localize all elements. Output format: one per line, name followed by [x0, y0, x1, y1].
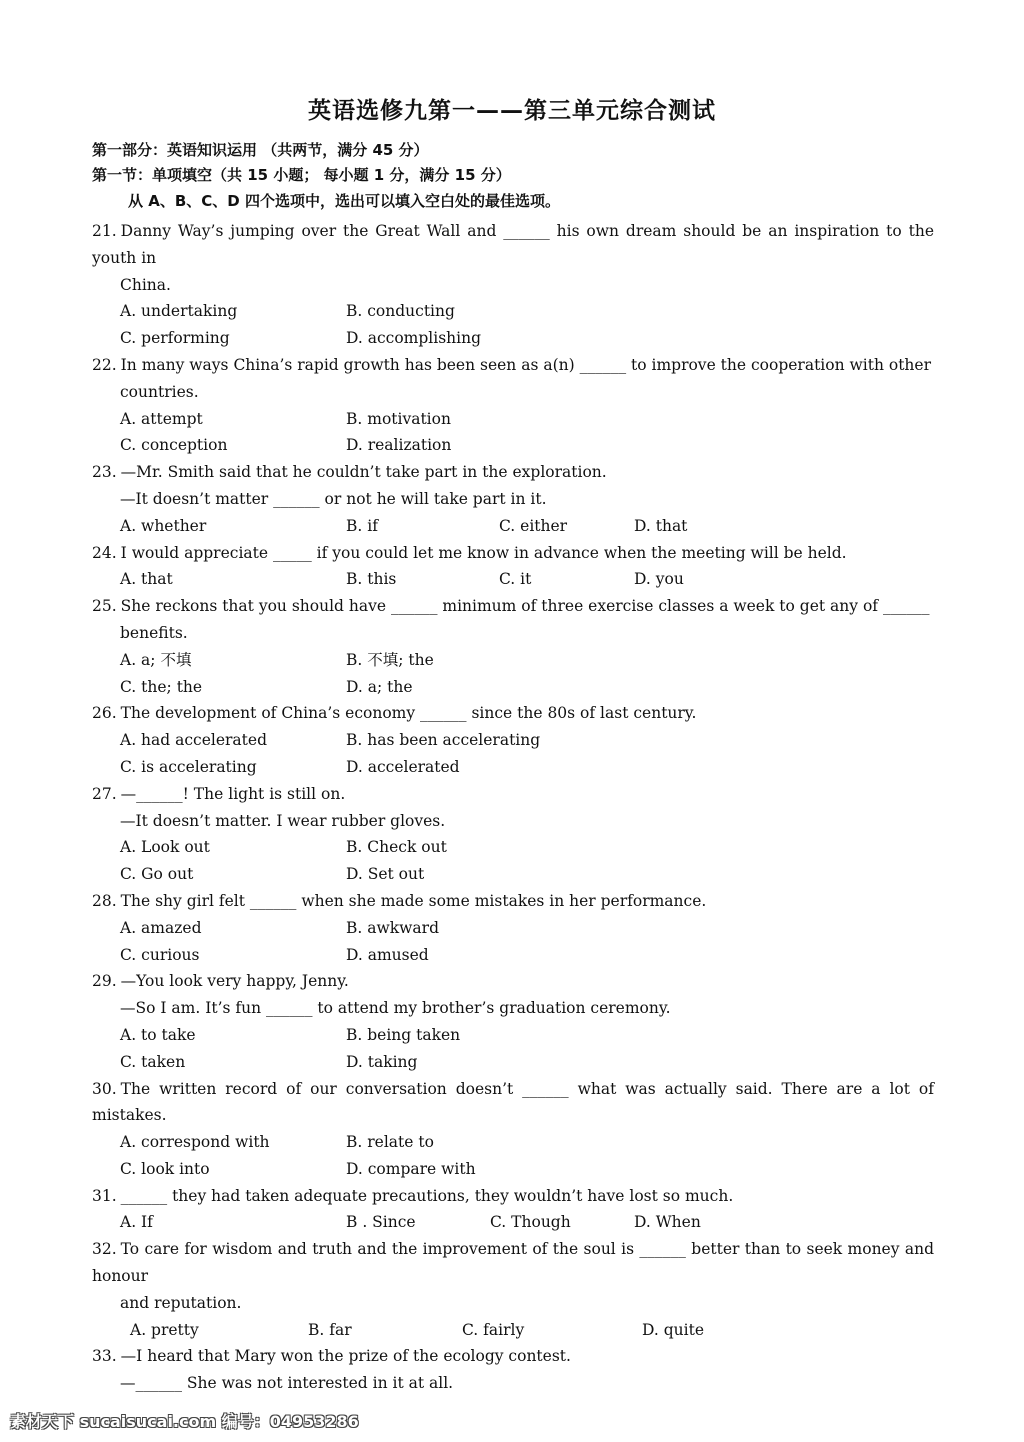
answer-option[interactable]: D. you: [634, 570, 684, 589]
answer-option[interactable]: A. had accelerated: [120, 731, 268, 750]
answer-option[interactable]: D. that: [634, 516, 688, 535]
answer-option[interactable]: D. accelerated: [346, 757, 460, 776]
question-stem: [92, 1236, 934, 1290]
question-number: 30.: [92, 1079, 117, 1098]
question-stem: [92, 888, 934, 915]
answer-option[interactable]: C. performing: [120, 329, 230, 348]
answer-option[interactable]: D. a; the: [346, 677, 413, 696]
answer-option[interactable]: C. taken: [120, 1052, 186, 1071]
option-row: [92, 942, 934, 969]
question-stem: [92, 781, 934, 808]
answer-option[interactable]: D. quite: [642, 1320, 704, 1339]
answer-option[interactable]: C. either: [499, 516, 568, 535]
question-item: [92, 540, 934, 594]
question-number: 25.: [92, 597, 117, 616]
section-heading: 第一节：单项填空（共 15 小题； 每小题 1 分，满分 15 分）: [92, 166, 511, 184]
question-number: 23.: [92, 463, 117, 482]
answer-option[interactable]: C. the; the: [120, 677, 203, 696]
answer-option[interactable]: B. Check out: [346, 838, 447, 857]
answer-option[interactable]: D. amused: [346, 945, 429, 964]
answer-option[interactable]: A. attempt: [120, 409, 203, 428]
option-row: [92, 566, 934, 593]
option-row: [92, 325, 934, 352]
question-text: The development of China’s economy ______ since the 80s of last century.: [120, 704, 697, 723]
question-text: —______ She was not interested in it at all.: [120, 1374, 454, 1393]
answer-option[interactable]: B. this: [346, 570, 397, 589]
answer-option[interactable]: C. conception: [120, 436, 228, 455]
question-item: [92, 700, 934, 780]
watermark-footer: [0, 1405, 1024, 1437]
answer-option[interactable]: B. awkward: [346, 918, 439, 937]
option-row: [92, 406, 934, 433]
question-item: [92, 1236, 934, 1343]
option-row: [92, 727, 934, 754]
question-stem: [92, 968, 934, 995]
question-number: 31.: [92, 1186, 117, 1205]
question-stem: [92, 218, 934, 272]
question-text: I would appreciate _____ if you could let me know in advance when the meeting will be held.: [120, 543, 847, 562]
instruction-text: 从 A、B、C、D 四个选项中，选出可以填入空白处的最佳选项。: [128, 192, 560, 210]
question-stem: [92, 1183, 934, 1210]
answer-option[interactable]: B. far: [308, 1320, 352, 1339]
question-stem: [92, 352, 934, 379]
option-row: [92, 1022, 934, 1049]
answer-option[interactable]: B. has been accelerating: [346, 731, 541, 750]
question-item: [92, 1343, 934, 1397]
answer-option[interactable]: A. a; 不填: [120, 650, 192, 669]
option-row: [92, 432, 934, 459]
question-text: In many ways China’s rapid growth has been seen as a(n) ______ to improve the cooperation with other: [120, 355, 931, 374]
answer-option[interactable]: D. Set out: [346, 865, 425, 884]
option-row: [92, 861, 934, 888]
question-number: 32.: [92, 1240, 117, 1259]
question-text: —It doesn’t matter. I wear rubber gloves.: [120, 811, 446, 830]
question-number: 33.: [92, 1347, 117, 1366]
option-row: [92, 1129, 934, 1156]
answer-option[interactable]: A. correspond with: [120, 1133, 270, 1152]
option-row: [92, 754, 934, 781]
question-stem-continued: [92, 272, 934, 299]
page-title: 英语选修九第一——第三单元综合测试: [308, 98, 716, 124]
part-heading: 第一部分：英语知识运用 （共两节，满分 45 分）: [92, 141, 429, 159]
answer-option[interactable]: C. it: [499, 570, 532, 589]
answer-option[interactable]: B. motivation: [346, 409, 451, 428]
question-item: [92, 593, 934, 700]
answer-option[interactable]: C. look into: [120, 1159, 210, 1178]
question-number: 22.: [92, 355, 117, 374]
answer-option[interactable]: A. that: [120, 570, 173, 589]
question-stem: [92, 459, 934, 486]
answer-option[interactable]: C. curious: [120, 945, 200, 964]
answer-option[interactable]: C. fairly: [462, 1320, 525, 1339]
question-text: ______ they had taken adequate precautions, they wouldn’t have lost so much.: [120, 1186, 734, 1205]
answer-option[interactable]: D. taking: [346, 1052, 418, 1071]
answer-option[interactable]: B. if: [346, 516, 378, 535]
question-number: 27.: [92, 784, 117, 803]
question-text: The shy girl felt ______ when she made some mistakes in her performance.: [120, 891, 707, 910]
question-stem-continued: [92, 995, 934, 1022]
question-stem-continued: [92, 486, 934, 513]
question-item: [92, 781, 934, 888]
answer-option[interactable]: A. to take: [120, 1025, 196, 1044]
question-number: 21.: [92, 222, 117, 240]
question-list: [92, 218, 934, 1397]
option-row: [92, 1049, 934, 1076]
question-text: The written record of our conversation doesn’t ______ what was actually said. There are a lot of mistakes.: [92, 1079, 934, 1125]
option-row: [92, 834, 934, 861]
answer-option[interactable]: C. Though: [490, 1213, 571, 1232]
question-number: 26.: [92, 704, 117, 723]
watermark-text: 素材天下 sucaisucai.com 编号：04953286: [10, 1412, 359, 1431]
answer-option[interactable]: D. realization: [346, 436, 452, 455]
question-text: She reckons that you should have ______ minimum of three exercise classes a week to get any of ______: [120, 597, 930, 616]
question-stem: [92, 1343, 934, 1370]
question-stem: [92, 1076, 934, 1130]
question-text: —So I am. It’s fun ______ to attend my brother’s graduation ceremony.: [120, 999, 671, 1018]
answer-option[interactable]: B. relate to: [346, 1133, 434, 1152]
answer-option[interactable]: A. Look out: [120, 838, 210, 857]
question-stem-continued: [92, 379, 934, 406]
question-item: [92, 888, 934, 968]
answer-option[interactable]: A. pretty: [130, 1320, 199, 1339]
question-stem: [92, 540, 934, 567]
question-item: [92, 968, 934, 1075]
answer-option[interactable]: B. 不填; the: [346, 650, 434, 669]
question-stem-continued: [92, 1370, 934, 1397]
question-text: countries.: [120, 382, 199, 401]
option-row: [92, 674, 934, 701]
option-row: [92, 298, 934, 325]
answer-option[interactable]: B. conducting: [346, 302, 455, 321]
question-text: and reputation.: [120, 1293, 242, 1312]
question-text: —______! The light is still on.: [120, 784, 346, 803]
question-item: [92, 218, 934, 352]
question-stem: [92, 700, 934, 727]
question-number: 24.: [92, 543, 117, 562]
question-stem-continued: [92, 808, 934, 835]
answer-option[interactable]: C. is accelerating: [120, 757, 257, 776]
question-stem-continued: [92, 1290, 934, 1317]
question-text: benefits.: [120, 623, 188, 642]
answer-option[interactable]: B. being taken: [346, 1025, 461, 1044]
option-row: [92, 1209, 934, 1236]
option-row: [92, 1317, 934, 1344]
question-text: —You look very happy, Jenny.: [120, 972, 349, 991]
answer-option[interactable]: D. accomplishing: [346, 329, 481, 348]
answer-option[interactable]: C. Go out: [120, 865, 194, 884]
question-number: 29.: [92, 972, 117, 991]
option-row: [92, 915, 934, 942]
answer-option[interactable]: A. undertaking: [120, 302, 238, 321]
question-text: —Mr. Smith said that he couldn’t take part in the exploration.: [120, 463, 607, 482]
question-text: —It doesn’t matter ______ or not he will take part in it.: [120, 489, 547, 508]
answer-option[interactable]: A. If: [120, 1213, 153, 1232]
question-number: 28.: [92, 891, 117, 910]
question-item: [92, 1076, 934, 1183]
answer-option[interactable]: D. When: [634, 1213, 701, 1232]
question-stem-continued: [92, 620, 934, 647]
option-row: [92, 647, 934, 674]
question-text: To care for wisdom and truth and the improvement of the soul is ______ better than to seek money and honour: [92, 1240, 934, 1286]
answer-option[interactable]: A. amazed: [120, 918, 202, 937]
answer-option[interactable]: D. compare with: [346, 1159, 476, 1178]
question-item: [92, 352, 934, 459]
answer-option[interactable]: A. whether: [120, 516, 207, 535]
question-text: China.: [120, 275, 171, 294]
answer-option[interactable]: B . Since: [346, 1213, 416, 1232]
question-item: [92, 459, 934, 539]
option-row: [92, 1156, 934, 1183]
question-stem: [92, 593, 934, 620]
question-item: [92, 1183, 934, 1237]
question-text: Danny Way’s jumping over the Great Wall and ______ his own dream should be an inspiration to the youth in: [92, 222, 934, 267]
option-row: [92, 513, 934, 540]
question-text: —I heard that Mary won the prize of the ecology contest.: [120, 1347, 571, 1366]
